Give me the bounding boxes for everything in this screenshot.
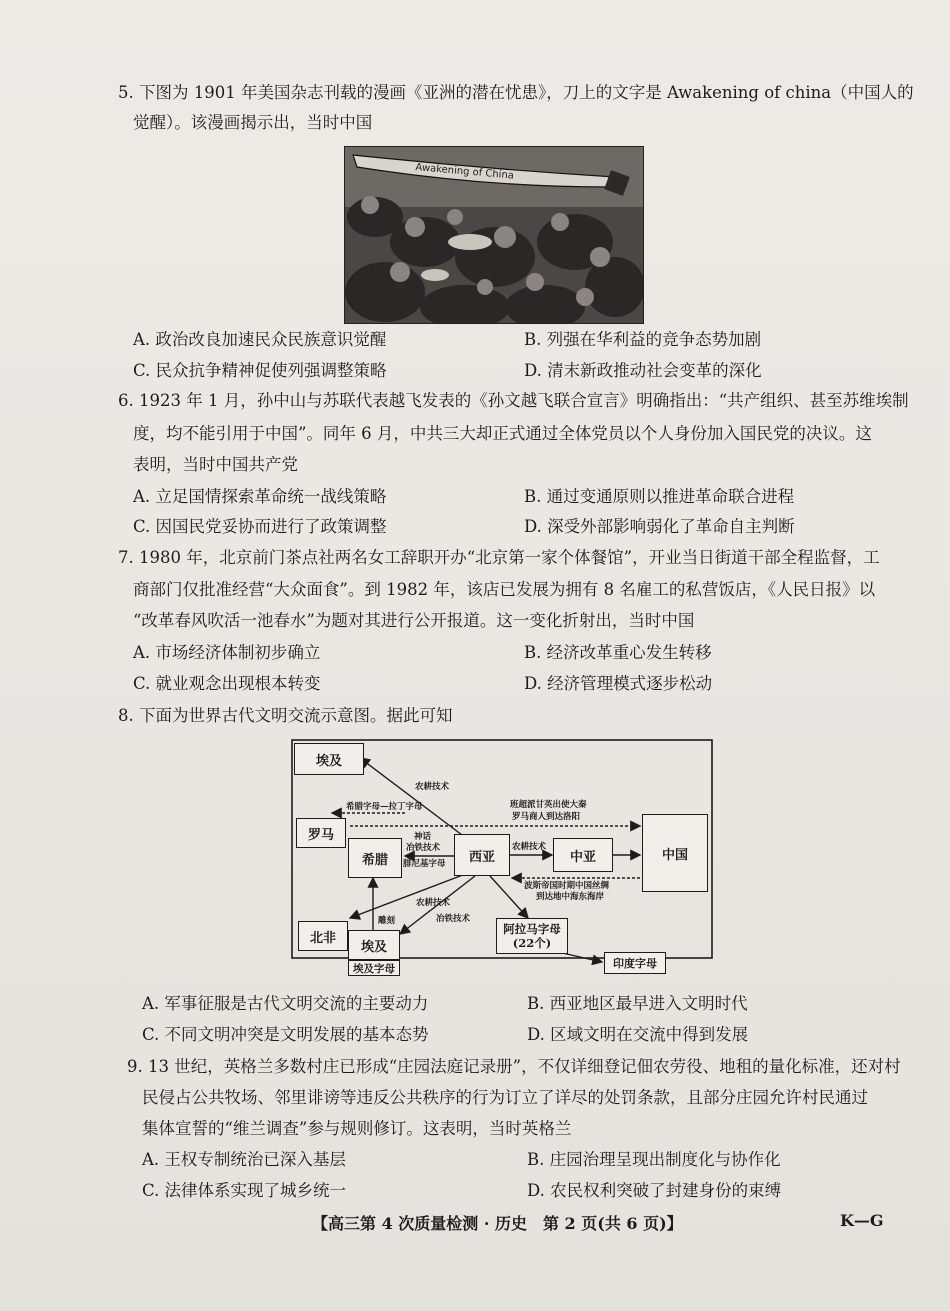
aramaic-label: 阿拉马字母 [503,922,561,936]
edge-label-metallurgy-2: 冶铁技术 [436,914,471,924]
edge-label-ban-chao-2: 罗马商人到达洛阳 [512,812,581,822]
node-north-africa: 北非 [298,921,348,951]
node-aramaic-script [496,918,568,954]
civilization-exchange-diagram [290,738,714,976]
edge-label-farming-low: 农耕技术 [416,898,451,908]
edge-label-ban-chao-1: 班超派甘英出使大秦 [510,800,587,810]
q5-stem-line2: 觉醒）。该漫画揭示出，当时中国 [133,113,373,132]
node-egypt-top: 埃及 [294,743,364,775]
q9-option-b[interactable]: B. 庄园治理呈现出制度化与协作化 [527,1150,781,1169]
q6-option-a[interactable]: A. 立足国情探索革命统一战线策略 [133,487,387,506]
q8-option-b[interactable]: B. 西亚地区最早进入文明时代 [527,994,748,1013]
q8-option-a[interactable]: A. 军事征服是古代文明交流的主要动力 [142,994,429,1013]
q6-option-b[interactable]: B. 通过变通原则以推进革命联合进程 [524,487,795,506]
q7-stem-line2: 商部门仅批准经营“大众面食”。到 1982 年，该店已发展为拥有 8 名雇工的私营饭店，《人民日报》以 [133,580,876,599]
edge-label-myth: 神话 [414,832,432,842]
node-egypt-bottom: 埃及 [348,930,400,960]
node-egypt-script: 埃及字母 [348,960,400,976]
q5-cartoon-image [344,146,644,324]
q7-option-a[interactable]: A. 市场经济体制初步确立 [133,643,321,662]
node-rome: 罗马 [296,818,346,848]
q7-stem-line1: 7. 1980 年，北京前门茶点社两名女工辞职开办“北京第一家个体餐馆”，开业当日街道干部全程监督，工 [118,548,880,567]
aramaic-count: (22个) [512,936,552,950]
q5-option-d[interactable]: D. 清末新政推动社会变革的深化 [524,361,762,380]
q9-option-d[interactable]: D. 农民权利突破了封建身份的束缚 [527,1181,782,1200]
page-footer: 【高三第 4 次质量检测 · 历史 第 2 页(共 6 页)】 [312,1214,683,1233]
q8-stem-line1: 8. 下面为世界古代文明交流示意图。据此可知 [118,706,453,725]
edge-label-greek-latin: 希腊字母—拉丁字母 [346,802,423,812]
q6-stem-line1: 6. 1923 年 1 月，孙中山与苏联代表越飞发表的《孙文越飞联合宣言》明确指出：“共产组织、甚至苏维埃制 [118,391,909,410]
q8-option-c[interactable]: C. 不同文明冲突是文明发展的基本态势 [142,1025,429,1044]
edge-label-metallurgy-1: 冶铁技术 [406,843,441,853]
q9-option-c[interactable]: C. 法律体系实现了城乡统一 [142,1181,347,1200]
q5-option-b[interactable]: B. 列强在华利益的竞争态势加剧 [524,330,762,349]
q9-stem-line1: 9. 13 世纪，英格兰多数村庄已形成“庄园法庭记录册”，不仅详细登记佃农劳役、地租的量化标准，还对村 [127,1057,901,1076]
sword-inscription: Awakening of China [415,162,515,182]
q9-stem-line2: 民侵占公共牧场、邻里诽谤等违反公共秩序的行为订立了详尽的处罚条款，且部分庄园允许村民通过 [142,1088,868,1107]
edge-label-sculpture: 雕刻 [378,916,396,926]
edge-label-farming-top: 农耕技术 [415,782,450,792]
q7-stem-line3: “改革春风吹活一池春水”为题对其进行公开报道。这一变化折射出，当时中国 [133,611,695,630]
edge-label-persia-2: 到达地中海东海岸 [536,892,605,902]
q6-stem-line3: 表明，当时中国共产党 [133,455,298,474]
q6-option-c[interactable]: C. 因国民党妥协而进行了政策调整 [133,517,387,536]
q6-option-d[interactable]: D. 深受外部影响弱化了革命自主判断 [524,517,795,536]
edge-label-farming-mid: 农耕技术 [512,842,547,852]
q7-option-d[interactable]: D. 经济管理模式逐步松动 [524,674,713,693]
node-greece: 希腊 [348,838,402,878]
node-central-asia: 中亚 [553,838,613,872]
q6-stem-line2: 度，均不能引用于中国”。同年 6 月，中共三大却正式通过全体党员以个人身份加入国民党的决议。这 [133,424,872,443]
node-china: 中国 [642,814,708,892]
q9-stem-line3: 集体宣誓的“维兰调查”参与规则修订。这表明，当时英格兰 [142,1119,572,1138]
paper-code: K—G [840,1211,884,1230]
edge-label-phoenician: 腓尼基字母 [403,859,446,869]
q5-option-c[interactable]: C. 民众抗争精神促使列强调整策略 [133,361,387,380]
q8-option-d[interactable]: D. 区域文明在交流中得到发展 [527,1025,749,1044]
q5-option-a[interactable]: A. 政治改良加速民众民族意识觉醒 [133,330,387,349]
node-indian-script: 印度字母 [604,952,666,974]
edge-label-persia-1: 波斯帝国时期中国丝绸 [524,881,610,891]
q7-option-b[interactable]: B. 经济改革重心发生转移 [524,643,712,662]
node-west-asia: 西亚 [454,834,510,876]
q9-option-a[interactable]: A. 王权专制统治已深入基层 [142,1150,346,1169]
q7-option-c[interactable]: C. 就业观念出现根本转变 [133,674,321,693]
q5-stem-line1: 5. 下图为 1901 年美国杂志刊载的漫画《亚洲的潜在忧患》，刀上的文字是 Awakening of china（中国人的 [118,83,914,102]
